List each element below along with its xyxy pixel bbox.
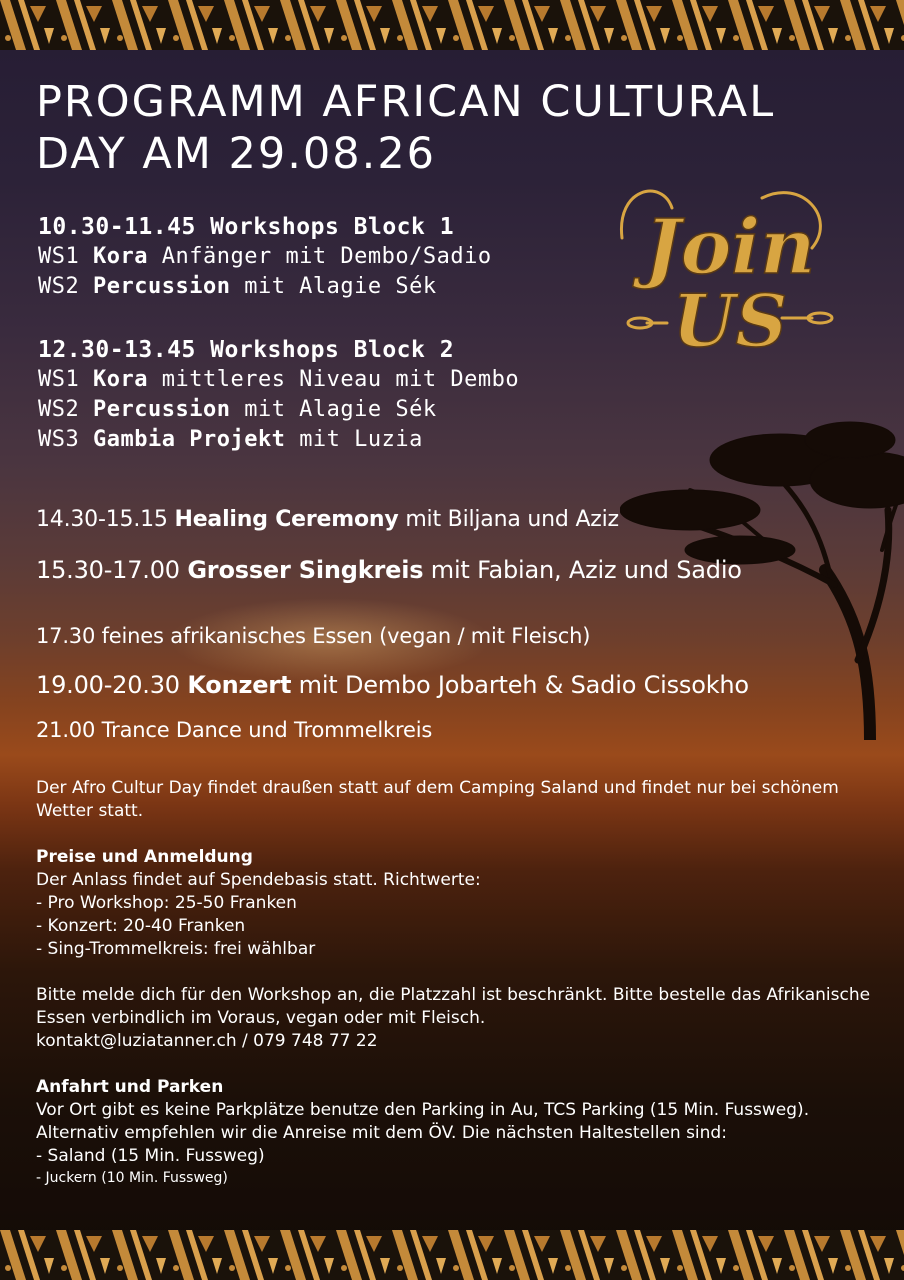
registration-text: Bitte melde dich für den Workshop an, die Platzzahl ist beschränkt. Bitte bestelle das Afrikanische Essen verbindlich im Voraus, vegan oder mit Fleisch. xyxy=(36,985,871,1028)
bottom-pattern-border xyxy=(0,1230,904,1280)
poster-title xyxy=(36,76,876,180)
contact-info[interactable]: kontakt@luziatanner.ch / 079 748 77 22 xyxy=(36,1031,378,1051)
travel-heading: Anfahrt und Parken xyxy=(36,1077,224,1097)
block-2-heading: 12.30-13.45 Workshops Block 2 xyxy=(38,337,455,363)
join-us-badge xyxy=(612,168,842,383)
block-2-item: WS1 Kora mittleres Niveau mit Dembo xyxy=(38,367,520,392)
workshop-block-2 xyxy=(38,335,519,455)
schedule-row-healing: 14.30-15.15 Healing Ceremony mit Biljana und Aziz xyxy=(36,507,619,532)
prices-line: Der Anlass findet auf Spendebasis statt. Richtwerte: xyxy=(36,870,481,890)
block-1-heading: 10.30-11.45 Workshops Block 1 xyxy=(38,214,455,240)
price-item: - Konzert: 20-40 Franken xyxy=(36,916,246,936)
parking-text: Vor Ort gibt es keine Parkplätze benutze den Parking in Au, TCS Parking (15 Min. Fussweg). xyxy=(36,1100,810,1120)
price-item: - Pro Workshop: 25-50 Franken xyxy=(36,893,297,913)
schedule-row-konzert: 19.00-20.30 Konzert mit Dembo Jobarteh & Sadio Cissokho xyxy=(36,671,749,699)
join-us-word-1: Join xyxy=(644,202,816,291)
block-2-item: WS2 Percussion mit Alagie Sék xyxy=(38,397,437,422)
schedule-row-trance: 21.00 Trance Dance und Trommelkreis xyxy=(36,718,433,742)
intro-text: Der Afro Cultur Day findet draußen statt auf dem Camping Saland und findet nur bei schönem Wetter statt. xyxy=(36,778,839,821)
title-line-1: PROGRAMM AFRICAN CULTURAL xyxy=(36,77,776,127)
info-section xyxy=(36,777,876,1188)
block-1-item: WS1 Kora Anfänger mit Dembo/Sadio xyxy=(38,244,492,269)
join-us-word-2: US xyxy=(672,278,788,363)
top-pattern-border xyxy=(0,0,904,50)
price-item: - Sing-Trommelkreis: frei wählbar xyxy=(36,939,316,959)
stop-item: - Juckern (10 Min. Fussweg) xyxy=(36,1170,228,1186)
title-line-2: DAY AM 29.08.26 xyxy=(36,129,437,179)
workshop-block-1 xyxy=(38,212,492,302)
stop-item: - Saland (15 Min. Fussweg) xyxy=(36,1146,265,1166)
block-2-item: WS3 Gambia Projekt mit Luzia xyxy=(38,427,423,452)
schedule-row-essen: 17.30 feines afrikanisches Essen (vegan / mit Fleisch) xyxy=(36,624,591,648)
prices-heading: Preise und Anmeldung xyxy=(36,847,253,867)
transit-text: Alternativ empfehlen wir die Anreise mit dem ÖV. Die nächsten Haltestellen sind: xyxy=(36,1123,727,1143)
schedule-row-singkreis: 15.30-17.00 Grosser Singkreis mit Fabian, Aziz und Sadio xyxy=(36,556,742,584)
block-1-item: WS2 Percussion mit Alagie Sék xyxy=(38,274,437,299)
